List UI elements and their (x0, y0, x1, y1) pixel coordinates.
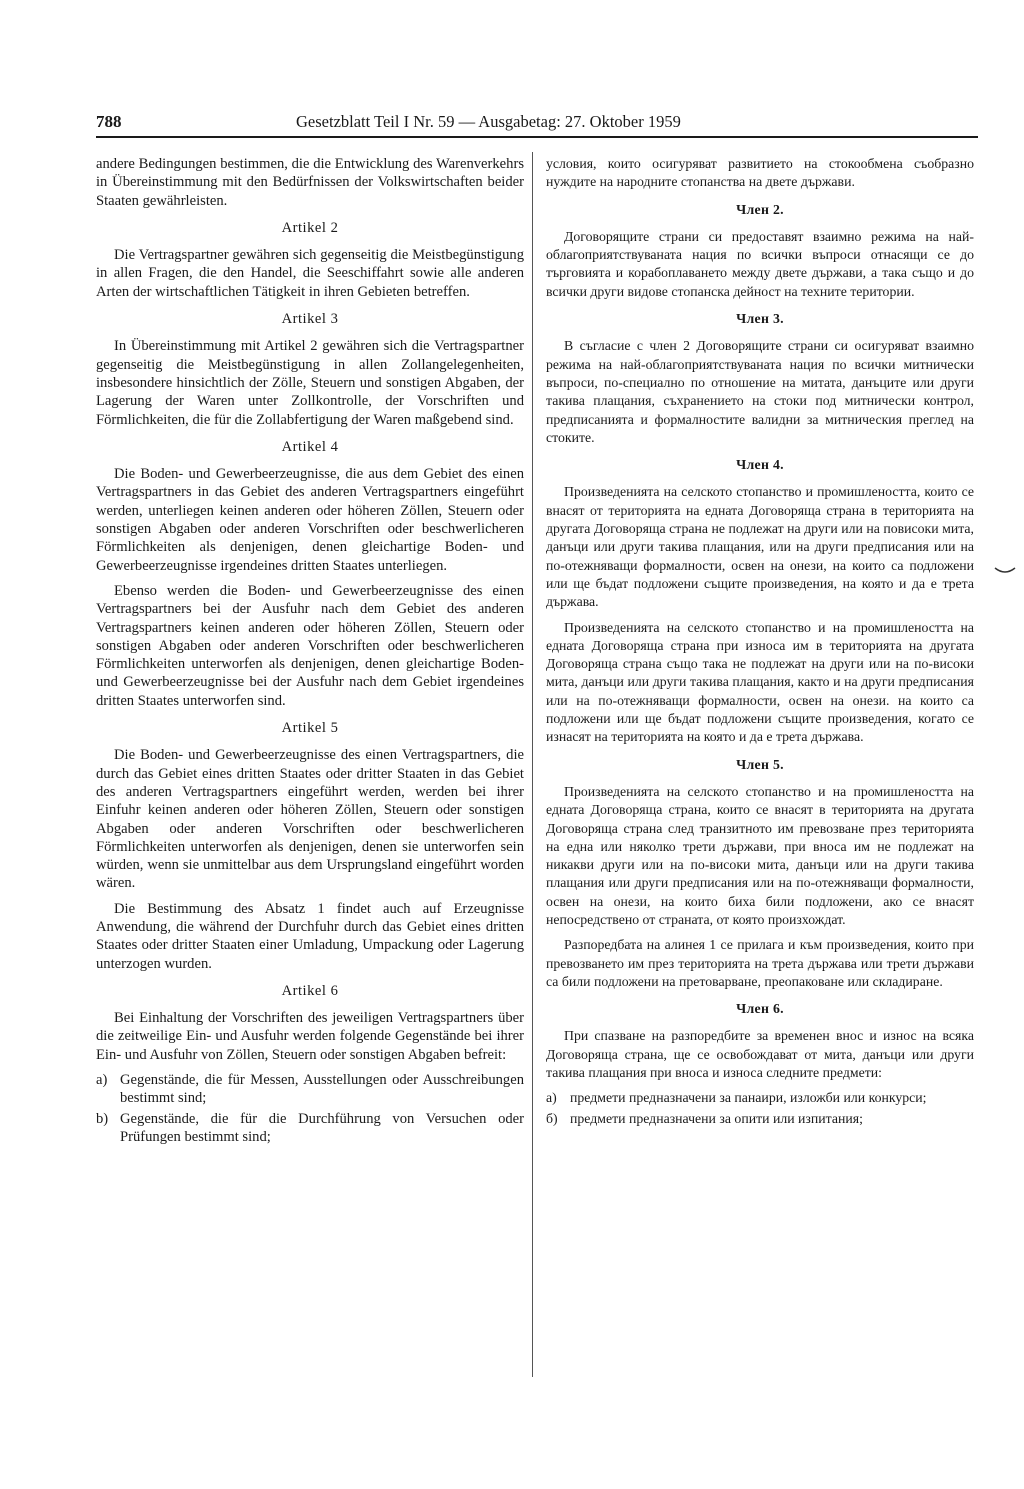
article-4-paragraph-2: Ebenso werden die Boden- und Gewerbeerzeugnisse des einen Vertragspartners bei der Ausfuhr nach dem Gebiet des anderen Vertragspartners keinen anderen oder höheren Zöllen, Steuern oder sonstigen Abgaben oder anderen Vorschriften oder beschwerlicheren Förmlichkeiten unterworfen als denjenigen, denen gleichartige Boden- und Gewerbeerzeugnisse bei der Ausfuhr nach dem Gebiet irgendeines dritten Staates unterworfen sind. (96, 582, 524, 709)
article-3-paragraph: В съгласие с член 2 Договорящите страни си осигуряват взаимно режима на най-облагоприятствуваната нация по всички митнически въпроси, по-специално по отношение на митата, данъците или други такива плащания, съхранението на стоки под митнически контрол, предписанията и формалностите валидни за митническия преглед на стоките. (546, 338, 974, 445)
article-5-paragraph-2: Die Bestimmung des Absatz 1 findet auch auf Erzeugnisse Anwendung, die während der Durchfuhr durch das Gebiet eines dritten Staates oder dritter Staaten einer Umladung, Umpackung oder Lagerung unterzogen wurden. (96, 900, 524, 972)
list-item-text: Gegenstände, die für die Durchführung von Versuchen oder Prüfungen bestimmt sind; (120, 1110, 524, 1145)
article-4-heading: Artikel 4 (281, 438, 339, 455)
list-item-text: предмети предназначени за опити или изпитания; (570, 1110, 863, 1126)
column-divider (532, 152, 533, 1377)
article-4-heading: Член 4. (736, 457, 784, 473)
list-item (546, 1089, 974, 1107)
article-5-heading: Член 5. (736, 756, 784, 772)
bulgarian-column (546, 155, 974, 1130)
list-item (96, 1110, 524, 1147)
page-header (96, 112, 978, 134)
article-3-heading: Artikel 3 (281, 311, 339, 328)
intro-paragraph: andere Bedingungen bestimmen, die die Entwicklung des Warenverkehrs in Übereinstimmung mit den Bedürfnissen der Volkswirtschaften beider Staaten gewährleisten. (96, 156, 524, 209)
article-6-paragraph: При спазване на разпоредбите за временен внос и износ на всяка Договоряща страна, ще се освобождават от мита, данъци или други такива плащания при вноса и износа следните предмети: (546, 1028, 974, 1081)
article-3-heading: Член 3. (736, 311, 784, 327)
margin-pencil-mark (994, 566, 1016, 576)
article-5-paragraph-1: Произведенията на селското стопанство и на промишлеността на едната Договоряща страна, които се внасят в територията на другата Договоряща страна след транзитното им превозване през територията на една или няколко трети държави, при вноса им не подлежат на никакви други или на по-високи мита, данъци или на други такива плащания или други предписания или на по-отежняващи формалности, освен на онези, на които биха били подложени, ако се внасят непосредствено от страната, от която произхождат. (546, 783, 974, 927)
list-item-text: предмети предназначени за панаири, изложби или конкурси; (570, 1090, 927, 1106)
header-rule (96, 136, 978, 138)
page-number: 788 (96, 112, 122, 131)
article-2-heading: Artikel 2 (281, 219, 339, 236)
list-marker: а) (546, 1090, 557, 1106)
article-6-paragraph: Bei Einhaltung der Vorschriften des jeweiligen Vertragspartners über die zeitweilige Ein- und Ausfuhr werden folgende Gegenstände bei ihrer Ein- und Ausfuhr von Zöllen, Steuern oder sonstigen Abgaben befreit: (96, 1010, 524, 1063)
intro-paragraph: условия, които осигуряват развитието на стокообмена съобразно нуждите на народните стопанства на двете държави. (546, 156, 974, 190)
article-5-heading: Artikel 5 (281, 720, 339, 737)
list-marker: b) (96, 1110, 109, 1127)
article-5-paragraph-2: Разпоредбата на алинея 1 се прилага и към произведения, които при превозването им през територията на трета държава или трети държави са били подложени на претоварване, преопаковане или складиране. (546, 937, 974, 989)
list-marker: a) (96, 1072, 108, 1089)
article-2-paragraph: Договорящите страни си предоставят взаимно режима на най-облагоприятствуваната нация по всички въпроси отнасящи се до търговията и корабоплаването между двете държави, а така също и до всички други видове стопанска дейност на техните територии. (546, 228, 974, 299)
gazette-title: Gesetzblatt Teil I Nr. 59 — Ausgabetag: 27. Oktober 1959 (296, 112, 681, 131)
article-2-paragraph: Die Vertragspartner gewähren sich gegenseitig die Meistbegünstigung in allen Fragen, die den Handel, die Seeschiffahrt sowie alle anderen Arten der wirtschaftlichen Tätigkeit in ihren Gebieten betreffen. (96, 247, 524, 300)
article-6-heading: Член 6. (736, 1001, 784, 1017)
article-2-heading: Член 2. (736, 201, 784, 217)
article-4-paragraph-1: Die Boden- und Gewerbeerzeugnisse, die aus dem Gebiet des einen Vertragspartners in das Gebiet des anderen Vertragspartners eingeführt werden, unterliegen keinen anderen oder höheren Zöllen, Steuern oder sonstigen Abgaben oder anderen Vorschriften oder beschwerlicheren Förmlichkeiten als denjenigen, denen gleichartige Boden- und Gewerbeerzeugnisse irgendeines dritten Staates unterliegen. (96, 466, 524, 574)
article-5-paragraph-1: Die Boden- und Gewerbeerzeugnisse des einen Vertragspartners, die durch das Gebiet eines dritten Staates oder dritter Staaten in das Gebiet des anderen Vertragspartners eingeführt werden, werden bei ihrer Einfuhr keinen anderen oder höheren Zöllen, Steuern oder sonstigen Abgaben oder anderen Vorschriften oder beschwerlicheren Förmlichkeiten unterworfen als denjenigen, denen sie unterworfen sein würden, wenn sie unmittelbar aus dem Ursprungsland eingeführt worden wären. (96, 747, 524, 892)
list-item (96, 1071, 524, 1108)
list-marker: б) (546, 1110, 558, 1126)
list-item-text: Gegenstände, die für Messen, Ausstellungen oder Ausschreibungen bestimmt sind; (120, 1072, 524, 1107)
article-4-paragraph-1: Произведенията на селското стопанство и промишлеността, които се внасят от територията на едната Договоряща страна в територията на другата Договоряща страна не подлежат на други или на повисоки мита, данъци или други такива плащания, или на други предписания или на по-отежняващи формалности, освен на онези, на които са подложени или ще бъдат подложени същите произведения, на която и да е трета държава. (546, 484, 974, 610)
list-item (546, 1110, 974, 1128)
article-3-paragraph: In Übereinstimmung mit Artikel 2 gewähren sich die Vertragspartner gegenseitig die Meistbegünstigung in allen Zollangelegenheiten, insbesondere hinsichtlich der Zölle, Steuern und sonstigen Abgaben, der Lagerung der Waren unter Zollkontrolle, der Vorschriften und Förmlichkeiten, die für die Zollabfertigung der Waren maßgebend sind. (96, 338, 524, 428)
german-column (96, 155, 524, 1148)
article-4-paragraph-2: Произведенията на селското стопанство и на промишлеността на едната Договоряща страна при износа им в територията на другата Договоряща страна също така не подлежат на други или на по-високи мита, данъци или други такива плащания, както и на други предписания или на по-отежняващи формалности, освен на онези. на които са подложени или ще бъдат подложени същите произведения, когато се изнасят на територията на която и да е трета държава. (546, 619, 974, 745)
article-6-heading: Artikel 6 (281, 982, 339, 999)
